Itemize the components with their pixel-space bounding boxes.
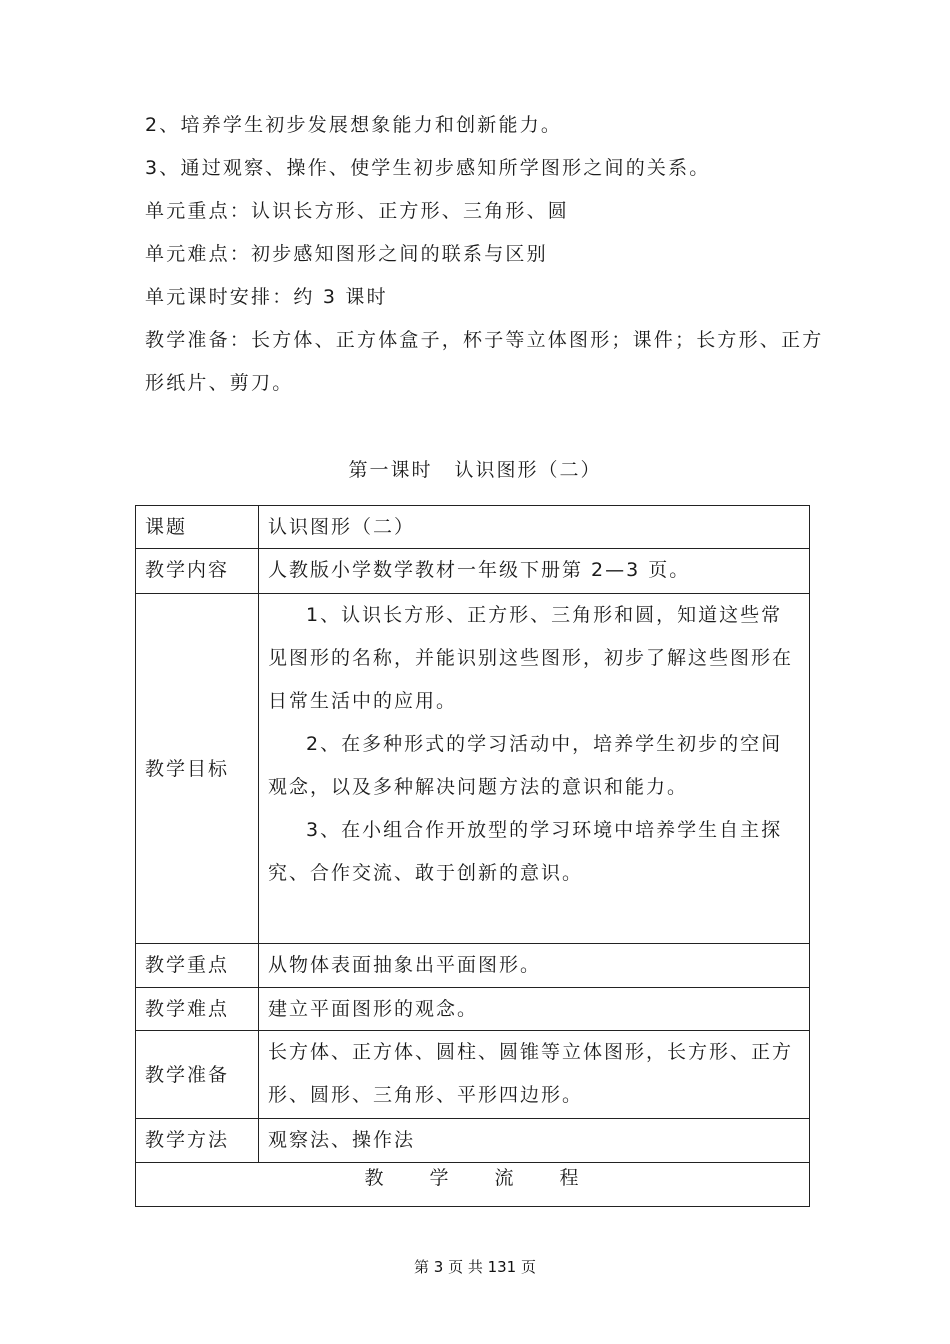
flow-char: 流 (494, 1167, 516, 1189)
teaching-flow-header (136, 1163, 810, 1207)
objective-paragraph: 1、认识长方形、正方形、三角形和圆，知道这些常见图形的名称，并能识别这些图形，初步了解这些图形在日常生活中的应用。 (268, 604, 794, 712)
table-row (136, 1119, 810, 1163)
table-row (136, 594, 810, 944)
lesson-name: 认识图形（二） (454, 459, 602, 481)
row-label: 教学难点 (136, 988, 259, 1031)
row-value: 从物体表面抽象出平面图形。 (259, 944, 810, 988)
row-label: 教学方法 (136, 1119, 259, 1163)
intro-section (145, 104, 825, 405)
unit-preparation: 教学准备：长方体、正方体盒子，杯子等立体图形；课件；长方形、正方形纸片、剪刀。 (145, 329, 824, 394)
row-label: 教学内容 (136, 549, 259, 594)
flow-char: 学 (429, 1167, 451, 1189)
row-value: 长方体、正方体、圆柱、圆锥等立体图形，长方形、正方形、圆形、三角形、平形四边形。 (259, 1031, 810, 1119)
row-value: 观察法、操作法 (259, 1119, 810, 1163)
unit-schedule: 单元课时安排：约 3 课时 (145, 286, 388, 308)
table-row (136, 988, 810, 1031)
objective-paragraph: 3、在小组合作开放型的学习环境中培养学生自主探究、合作交流、敢于创新的意识。 (268, 819, 783, 884)
row-value: 认识图形（二） (259, 506, 810, 549)
page-footer: 第 3 页 共 131 页 (413, 1258, 536, 1276)
table-row (136, 1031, 810, 1119)
table-row (136, 1163, 810, 1207)
unit-focus: 单元重点：认识长方形、正方形、三角形、圆 (145, 200, 570, 222)
flow-char: 教 (364, 1167, 386, 1189)
unit-difficulty: 单元难点：初步感知图形之间的联系与区别 (145, 243, 548, 265)
intro-line: 2、培养学生初步发展想象能力和创新能力。 (145, 114, 563, 136)
lesson-title (0, 455, 950, 482)
table-row (136, 506, 810, 549)
table-row (136, 549, 810, 594)
row-value: 人教版小学数学教材一年级下册第 2—3 页。 (259, 549, 810, 594)
flow-char: 程 (559, 1167, 581, 1189)
lesson-plan-table (135, 505, 810, 1207)
row-value: 建立平面图形的观念。 (259, 988, 810, 1031)
row-label: 教学准备 (136, 1031, 259, 1119)
row-label: 教学重点 (136, 944, 259, 988)
intro-line: 3、通过观察、操作、使学生初步感知所学图形之间的关系。 (145, 157, 711, 179)
table-row (136, 944, 810, 988)
row-label: 教学目标 (136, 594, 259, 944)
objective-paragraph: 2、在多种形式的学习活动中，培养学生初步的空间观念，以及多种解决问题方法的意识和能力。 (268, 733, 783, 798)
row-label: 课题 (136, 506, 259, 549)
lesson-number: 第一课时 (348, 459, 433, 481)
row-value (259, 594, 810, 944)
